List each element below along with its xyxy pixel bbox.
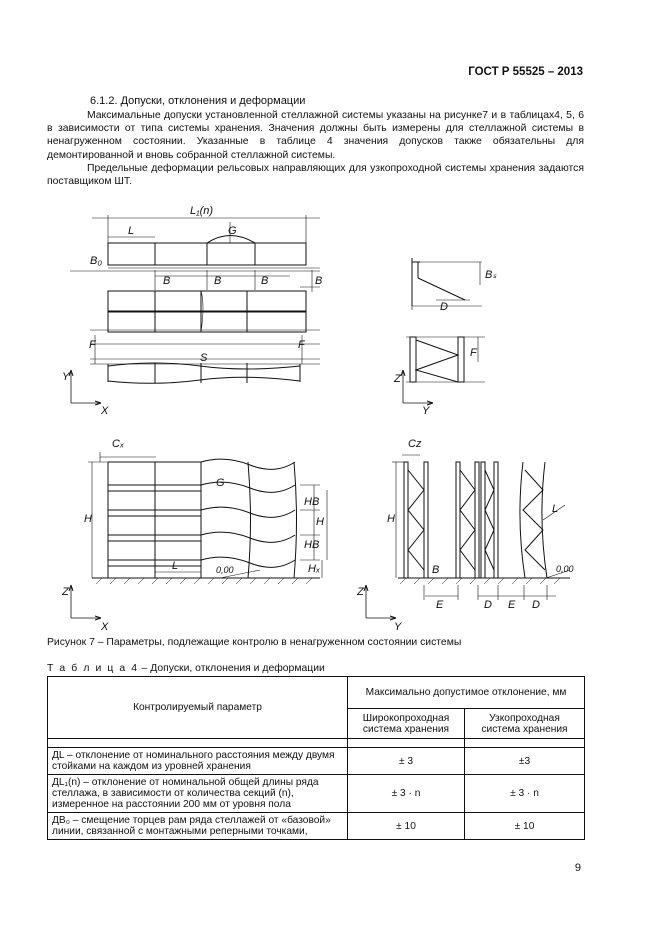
label-bs: Bₛ bbox=[485, 269, 497, 281]
label-s: S bbox=[200, 352, 208, 364]
paragraph-1-text: Максимальные допуски установленной стеллажной системы указаны на рисунке7 и в таблицах4, 5, 6 в зависимости от типа системы хранения. Значения должны быть измерены для стеллажной системы в ненагруженном состоянии. Указанные в таблице 4 значения допусков также обязательны для демонтированной и вновь собранной стеллажной системы. bbox=[47, 110, 584, 161]
table-header-narrow: Узкопроходная система хранения bbox=[465, 709, 585, 739]
page-number: 9 bbox=[574, 862, 581, 874]
table-cell-narrow: ± 3 · n bbox=[465, 775, 585, 813]
axis-y-label-2: Y bbox=[422, 405, 430, 417]
axis-z-label-2: Z bbox=[62, 586, 69, 598]
label-hx: Hₓ bbox=[308, 563, 321, 575]
table-title-prefix: Т а б л и ц а 4 bbox=[47, 663, 139, 674]
table-header-param: Контролируемый параметр bbox=[48, 677, 348, 739]
label-b3: B bbox=[261, 275, 269, 287]
table-row bbox=[48, 775, 585, 813]
label-cx: Cₓ bbox=[112, 438, 125, 450]
figure-caption: Рисунок 7 – Параметры, подлежащие контролю в ненагруженном состоянии системы bbox=[47, 637, 462, 648]
table-cell-wide: ± 3 bbox=[348, 748, 465, 775]
table-cell-param: ДL – отклонение от номинального расстояния между двумя стойками на каждом из уровней хранения bbox=[48, 748, 348, 775]
axis-x-label-2: X bbox=[101, 621, 109, 630]
label-b1: B bbox=[163, 275, 171, 287]
label-l-side: L bbox=[552, 503, 559, 515]
label-slope-front: 0,00 bbox=[216, 565, 234, 575]
table-cell-narrow: ±3 bbox=[465, 748, 585, 775]
label-b4: B bbox=[315, 275, 323, 287]
label-b0: B₀ bbox=[90, 255, 102, 267]
table-empty-cell bbox=[48, 739, 348, 748]
table-row bbox=[48, 748, 585, 775]
document-header: ГОСТ Р 55525 – 2013 bbox=[468, 66, 583, 78]
label-l: L bbox=[128, 225, 135, 237]
label-e-2: E bbox=[508, 599, 516, 611]
label-d-1: D bbox=[484, 599, 492, 611]
label-h-right: H bbox=[316, 516, 324, 528]
section-title: 6.1.2. Допуски, отклонения и деформации bbox=[90, 95, 306, 107]
table-title bbox=[47, 663, 325, 674]
axis-z-label-3: Z bbox=[357, 586, 364, 598]
table-cell-wide: ± 3 · n bbox=[348, 775, 465, 813]
label-f-right: F bbox=[298, 339, 305, 351]
label-d-2: D bbox=[532, 599, 540, 611]
label-h-side: H bbox=[387, 513, 395, 525]
table-cell-param: ДL₁(n) – отклонение от номинальной общей длины ряда стеллажа, в зависимости от количества секций (n), измеренное на расстоянии 200 мм от уровня пола bbox=[48, 775, 348, 813]
label-f-left: F bbox=[89, 339, 96, 351]
axis-y-label: Y bbox=[62, 371, 70, 383]
label-l-n: L₁(n) bbox=[190, 205, 214, 217]
paragraph-2-text: Предельные деформации рельсовых направляющих для узкопроходной системы хранения задаются поставщиком ШТ. bbox=[47, 163, 584, 188]
label-h-left: H bbox=[84, 513, 92, 525]
label-hb-1: HB bbox=[304, 496, 320, 508]
table-cell-param: ДB₀ – смещение торцев рам ряда стеллажей от «базовой» линии, связанной с монтажными реперными точками, bbox=[48, 813, 348, 840]
label-d-top: D bbox=[440, 301, 448, 313]
table-empty-cell bbox=[348, 739, 465, 748]
label-cz: Cz bbox=[408, 438, 422, 450]
table-cell-wide: ± 10 bbox=[348, 813, 465, 840]
axis-x-label: X bbox=[101, 405, 109, 417]
table-header-wide: Широкопроходная система хранения bbox=[348, 709, 465, 739]
table-header-max: Максимально допустимое отклонение, мм bbox=[348, 677, 585, 709]
label-l-front: L bbox=[172, 560, 179, 572]
axis-y-label-3: Y bbox=[394, 621, 402, 630]
label-f-side: F bbox=[470, 347, 477, 359]
label-e-1: E bbox=[436, 599, 444, 611]
label-slope-side: 0,00 bbox=[556, 564, 574, 574]
table-title-suffix: – Допуски, отклонения и деформации bbox=[138, 663, 325, 674]
tolerance-table bbox=[47, 676, 585, 840]
label-b-side: B bbox=[432, 564, 440, 576]
label-g: G bbox=[228, 225, 237, 237]
table-row bbox=[48, 813, 585, 840]
label-hb-2: HB bbox=[304, 539, 320, 551]
table-empty-cell bbox=[465, 739, 585, 748]
axis-z-label-1: Z bbox=[394, 373, 401, 385]
label-g-front: G bbox=[216, 477, 225, 489]
table-cell-narrow: ± 10 bbox=[465, 813, 585, 840]
label-b2: B bbox=[214, 275, 222, 287]
